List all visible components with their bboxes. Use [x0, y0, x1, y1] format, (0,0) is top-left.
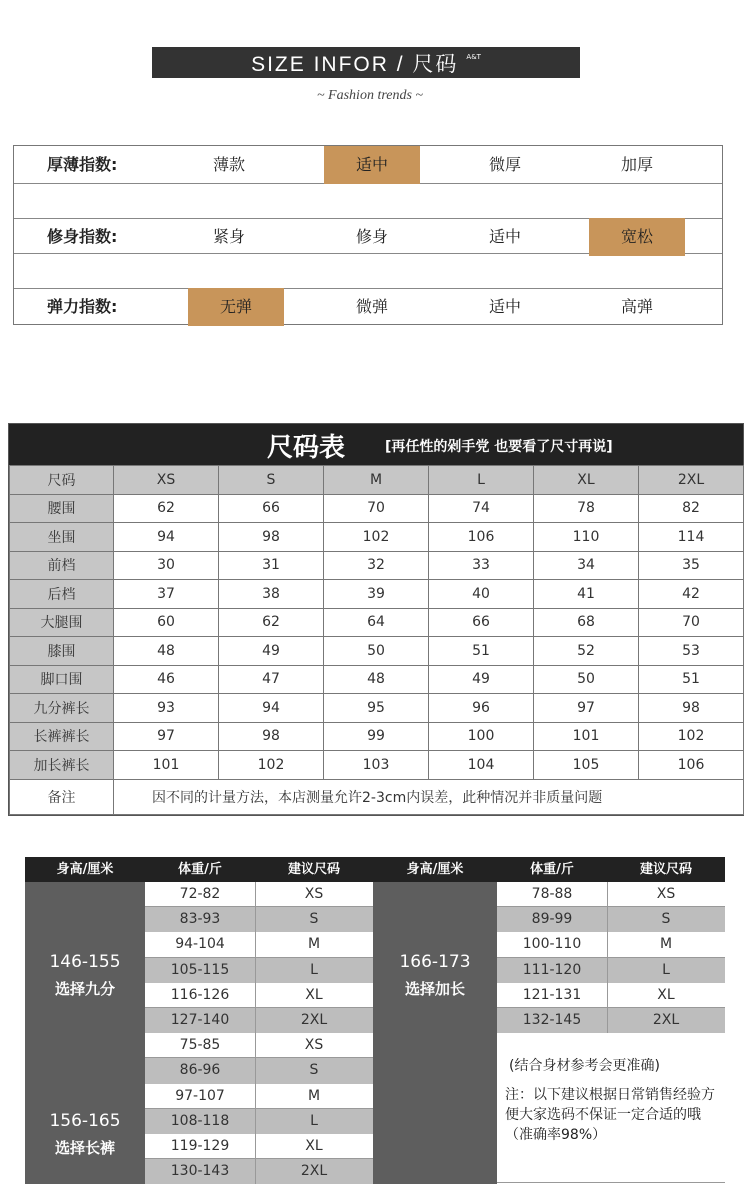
- measure-value: 82: [639, 494, 744, 523]
- suggested-size: XL: [255, 1134, 373, 1159]
- measure-value: 46: [114, 665, 219, 694]
- weight-range: 108-118: [145, 1109, 255, 1134]
- suggested-size: XL: [255, 983, 373, 1008]
- measure-value: 53: [639, 637, 744, 666]
- thickness-option: 微厚: [488, 155, 521, 174]
- measure-value: 64: [324, 608, 429, 637]
- measure-label: 坐围: [10, 523, 114, 552]
- height-group-block: [373, 882, 497, 1033]
- weight-range: 121-131: [497, 983, 607, 1008]
- suggested-size: M: [607, 932, 725, 957]
- measure-value: 78: [534, 494, 639, 523]
- thickness-option: 薄款: [212, 155, 245, 174]
- measure-value: 48: [324, 665, 429, 694]
- suggested-size: XL: [607, 983, 725, 1008]
- suggested-size: L: [255, 958, 373, 983]
- measure-value: 74: [429, 494, 534, 523]
- fit-choice: 选择九分: [54, 980, 115, 998]
- weight-range: 132-145: [497, 1008, 607, 1033]
- measure-value: 33: [429, 551, 534, 580]
- weight-range: 127-140: [145, 1008, 255, 1033]
- table-row: [10, 608, 744, 637]
- size-info-banner: [152, 47, 580, 78]
- measure-value: 60: [114, 608, 219, 637]
- measure-value: 94: [114, 523, 219, 552]
- measure-value: 70: [324, 494, 429, 523]
- brand-mark: A&T: [466, 53, 481, 61]
- measure-value: 30: [114, 551, 219, 580]
- suggested-size: M: [255, 932, 373, 957]
- weight-range: 130-143: [145, 1159, 255, 1184]
- weight-range: 72-82: [145, 882, 255, 907]
- measure-value: 31: [219, 551, 324, 580]
- elasticity-index-label: 弹力指数:: [47, 297, 118, 316]
- weight-range: 75-85: [145, 1033, 255, 1058]
- column-divider: [255, 882, 256, 1033]
- weight-range: 100-110: [497, 932, 607, 957]
- measure-value: 38: [219, 580, 324, 609]
- elasticity-option: 微弹: [355, 297, 388, 316]
- size-table: [9, 465, 744, 815]
- measure-value: 62: [114, 494, 219, 523]
- thickness-index-label: 厚薄指数:: [47, 155, 118, 174]
- measure-value: 70: [639, 608, 744, 637]
- banner-subtitle: ~ Fashion trends ~: [316, 88, 424, 103]
- weight-range: 111-120: [497, 958, 607, 983]
- measure-label: 膝围: [10, 637, 114, 666]
- header-height: 身高/厘米: [56, 862, 114, 877]
- weight-range: 89-99: [497, 907, 607, 932]
- measure-value: 37: [114, 580, 219, 609]
- size-chart-subtitle: [再任性的剁手党 也要看了尺寸再说]: [385, 439, 613, 455]
- measure-value: 93: [114, 694, 219, 723]
- measure-value: 68: [534, 608, 639, 637]
- fit-option: 适中: [488, 227, 521, 246]
- fit-choice: 选择加长: [404, 980, 465, 998]
- measure-value: 98: [219, 523, 324, 552]
- table-row: [10, 551, 744, 580]
- weight-range: 78-88: [497, 882, 607, 907]
- banner-title: SIZE INFOR / 尺码: [251, 52, 459, 76]
- column-divider: [607, 882, 608, 1033]
- weight-range: 119-129: [145, 1134, 255, 1159]
- measure-label: 加长裤长: [10, 751, 114, 780]
- measure-value: 40: [429, 580, 534, 609]
- table-row: [10, 494, 744, 523]
- elasticity-option: 高弹: [620, 297, 653, 316]
- measure-value: 105: [534, 751, 639, 780]
- suggested-size: L: [255, 1109, 373, 1134]
- fit-index-row: [14, 218, 722, 256]
- height-range: 156-165: [49, 1111, 121, 1132]
- note-row: [10, 779, 744, 814]
- measure-value: 102: [324, 523, 429, 552]
- header-size: 建议尺码: [639, 862, 692, 877]
- suggested-size: L: [607, 958, 725, 983]
- suggested-size: S: [607, 907, 725, 932]
- measure-value: 98: [219, 722, 324, 751]
- measure-value: 52: [534, 637, 639, 666]
- measure-label: 九分裤长: [10, 694, 114, 723]
- suggested-size: XS: [607, 882, 725, 907]
- size-header-cell: L: [429, 466, 534, 495]
- thickness-option: 加厚: [620, 155, 653, 174]
- fit-option: 紧身: [212, 227, 245, 246]
- measure-value: 50: [324, 637, 429, 666]
- elasticity-option: 适中: [488, 297, 521, 316]
- measure-value: 35: [639, 551, 744, 580]
- suggested-size: M: [255, 1084, 373, 1109]
- table-row: [10, 751, 744, 780]
- weight-range: 97-107: [145, 1084, 255, 1109]
- measure-value: 100: [429, 722, 534, 751]
- header-size: 建议尺码: [287, 862, 340, 877]
- measure-value: 51: [429, 637, 534, 666]
- measure-value: 49: [429, 665, 534, 694]
- measure-label: 大腿围: [10, 608, 114, 637]
- measure-value: 97: [534, 694, 639, 723]
- measure-value: 102: [219, 751, 324, 780]
- filler-block: [373, 1033, 497, 1184]
- note-label: 备注: [10, 779, 114, 814]
- measure-value: 62: [219, 608, 324, 637]
- note-text: 因不同的计量方法，本店测量允许2-3cm内误差，此种情况并非质量问题: [114, 779, 744, 814]
- measure-label: 脚口围: [10, 665, 114, 694]
- measure-value: 101: [534, 722, 639, 751]
- size-recommendation: [25, 857, 725, 1183]
- suggested-size: XS: [255, 1033, 373, 1058]
- size-chart: [8, 423, 744, 816]
- measure-value: 49: [219, 637, 324, 666]
- measure-value: 66: [429, 608, 534, 637]
- measure-value: 95: [324, 694, 429, 723]
- measure-value: 94: [219, 694, 324, 723]
- header-weight: 体重/斤: [178, 862, 222, 877]
- fit-index-label: 修身指数:: [47, 227, 118, 246]
- measure-value: 32: [324, 551, 429, 580]
- height-range: 166-173: [399, 952, 471, 972]
- weight-range: 94-104: [145, 932, 255, 957]
- table-row: [10, 665, 744, 694]
- height-group-block: [25, 882, 145, 1033]
- suggested-size: S: [255, 1058, 373, 1083]
- elasticity-option-selected: 无弹: [188, 288, 284, 326]
- measure-value: 50: [534, 665, 639, 694]
- measure-value: 98: [639, 694, 744, 723]
- measure-value: 34: [534, 551, 639, 580]
- measure-label: 前档: [10, 551, 114, 580]
- fit-choice: 选择长裤: [54, 1139, 115, 1158]
- measure-value: 66: [219, 494, 324, 523]
- size-chart-title-bar: [9, 424, 743, 465]
- measure-value: 102: [639, 722, 744, 751]
- column-divider: [255, 1033, 256, 1184]
- note-line-1: (结合身材参考会更准确): [509, 1058, 660, 1074]
- measure-value: 97: [114, 722, 219, 751]
- measure-value: 104: [429, 751, 534, 780]
- weight-range: 105-115: [145, 958, 255, 983]
- note-line-2: 注：以下建议根据日常销售经验方便大家选码不保证一定合适的哦（准确率98%）: [505, 1087, 715, 1143]
- measure-label: 腰围: [10, 494, 114, 523]
- header-weight: 体重/斤: [530, 862, 574, 877]
- table-row: [10, 523, 744, 552]
- weight-range: 86-96: [145, 1058, 255, 1083]
- measure-label: 后档: [10, 580, 114, 609]
- measure-value: 114: [639, 523, 744, 552]
- suggested-size: 2XL: [607, 1008, 725, 1033]
- size-header-row: [10, 466, 744, 495]
- recommendation-note: [497, 1035, 725, 1183]
- size-header-cell: 2XL: [639, 466, 744, 495]
- measure-value: 106: [429, 523, 534, 552]
- measure-value: 103: [324, 751, 429, 780]
- weight-range: 116-126: [145, 983, 255, 1008]
- weight-range: 83-93: [145, 907, 255, 932]
- table-row: [10, 580, 744, 609]
- size-header-cell: M: [324, 466, 429, 495]
- suggested-size: 2XL: [255, 1008, 373, 1033]
- measure-value: 41: [534, 580, 639, 609]
- measure-value: 96: [429, 694, 534, 723]
- fit-option-selected: 宽松: [589, 218, 685, 256]
- height-group-block: [25, 1033, 145, 1184]
- table-row: [10, 722, 744, 751]
- measure-value: 48: [114, 637, 219, 666]
- size-header-cell: XS: [114, 466, 219, 495]
- measure-value: 42: [639, 580, 744, 609]
- fit-option: 修身: [355, 227, 388, 246]
- suggested-size: XS: [255, 882, 373, 907]
- table-row: [10, 637, 744, 666]
- measure-value: 51: [639, 665, 744, 694]
- header-height: 身高/厘米: [406, 862, 464, 877]
- elasticity-index-row: [14, 288, 722, 326]
- suggested-size: S: [255, 907, 373, 932]
- measure-value: 110: [534, 523, 639, 552]
- table-row: [10, 694, 744, 723]
- size-header-cell: S: [219, 466, 324, 495]
- thickness-option-selected: 适中: [324, 146, 420, 184]
- measure-label: 长裤裤长: [10, 722, 114, 751]
- recommendation-header: [25, 857, 725, 882]
- measure-value: 106: [639, 751, 744, 780]
- fabric-index-panel: [13, 145, 723, 325]
- size-header-cell: XL: [534, 466, 639, 495]
- measure-value: 47: [219, 665, 324, 694]
- thickness-index-row: [14, 146, 722, 184]
- suggested-size: 2XL: [255, 1159, 373, 1184]
- measure-value: 99: [324, 722, 429, 751]
- size-header-label: 尺码: [10, 466, 114, 495]
- size-chart-title: 尺码表: [267, 433, 346, 463]
- measure-value: 39: [324, 580, 429, 609]
- height-range: 146-155: [49, 952, 121, 972]
- measure-value: 101: [114, 751, 219, 780]
